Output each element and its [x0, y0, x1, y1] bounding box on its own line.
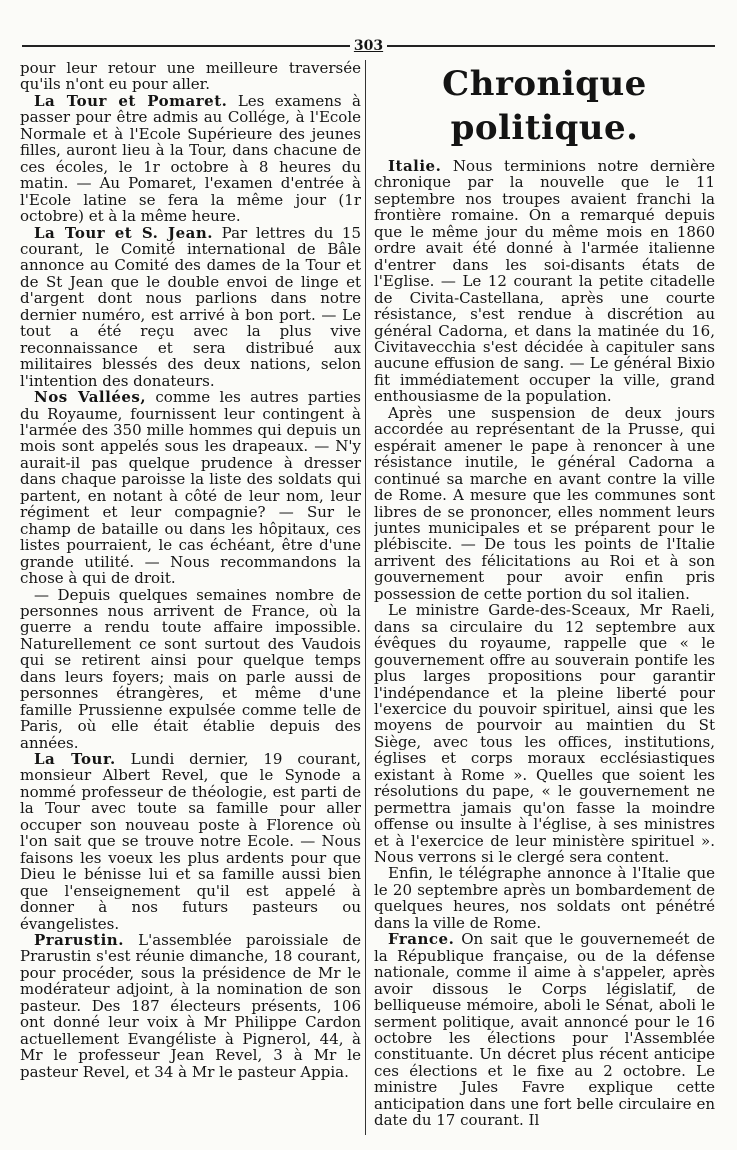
- news-item-rome-march: Après une suspension de deux jours accordée au représentant de la Prusse, qui espérait amener le pape à renoncer à une résistance inutile, le général Cadorna a continué sa marche en avant contre la ville de Rome. A mesure que les communes sont libres de se prononcer, elles nomment leurs juntes municipales et se préparent pour le plébiscite. — De tous les points de l'Italie arrivent des félicitations au Roi et à son gouvernement pour avoir enfin pris possession de cette portion du sol italien.: [374, 403, 715, 603]
- heading-nos-vallees: Nos Vallées,: [34, 388, 147, 407]
- page-number: 303: [353, 38, 384, 54]
- right-column: [374, 60, 715, 1135]
- text-nos-vallees: comme les autres parties du Royaume, fournissent leur contingent à l'armée des 350 mille hommes qui depuis un mois sont appelés sous les drapeaux. — N'y aurait-il pas quelque prudence à dresser dans chaque paroisse la liste des soldats qui partent, en notant à côté de leur nom, leur régiment et leur compagnie? — Sur le champ de bataille ou dans les hôpitaux, ces listes pourraient, le cas échéant, être d'une grande utilité. — Nous recommandons la chose à qui de droit.: [20, 388, 361, 588]
- section-title: Chronique politique.: [442, 64, 647, 148]
- header-rule-left: [22, 45, 350, 47]
- heading-prarustin: Prarustin.: [34, 931, 124, 950]
- news-item-circulaire: Le ministre Garde-des-Sceaux, Mr Raeli, dans sa circulaire du 12 septembre aux évêques du royaume, rappelle que « le gouvernement offre au souverain pontife les plus larges propositions pour garantir l'indépendance et la pleine liberté pour l'exercice du pouvoir spirituel, ainsi que les moyens de pourvoir au maintien du St Siège, avec tous les offices, institutions, églises et corps moraux ecclésiastiques existant à Rome ». Quelles que soient les résolutions du pape, « le gouvernement ne permettra jamais qu'on fasse la moindre offense ou insulte à l'église, à ses ministres et à l'exercice de leur ministère spirituel ». Nous verrons si le clergé sera content.: [374, 601, 715, 867]
- heading-italie: Italie.: [388, 157, 442, 175]
- text-prarustin: L'assemblée paroissiale de Prarustin s'est réunie dimanche, 18 courant, pour procéder, sous la présidence de Mr le modérateur adjoint, à la nomination de son pasteur. Des 187 électeurs présents, 106 ont donné leur voix à Mr Philippe Cardon actuellement Evangéliste à Pignerol, 44, à Mr le professeur Jean Revel, 3 à Mr le pasteur Revel, et 34 à Mr le pasteur Appia.: [20, 931, 361, 1081]
- heading-la-tour: La Tour.: [34, 750, 116, 769]
- heading-tour-sjean: La Tour et S. Jean.: [34, 223, 213, 242]
- heading-france: France.: [388, 930, 455, 949]
- heading-tour-pomaret: La Tour et Pomaret.: [34, 91, 228, 110]
- page-header: [22, 36, 715, 56]
- news-item-tour-sjean: [20, 225, 361, 390]
- news-item-france-arrivals: — Depuis quelques semaines nombre de personnes nous arrivent de France, où la guerre a rendu toute affaire impossible. Naturellement ce sont surtout des Vaudois qui se retirent ainsi pour quelque temps dans leurs foyers; mais on parle aussi de personnes étrangères, et même d'une famille Prussienne expulsée comme telle de Paris, où elle était établie depuis des années.: [20, 585, 361, 752]
- text-italie: Nous terminions notre dernière chronique par la nouvelle que le 11 septembre nos troupes avaient franchi la frontière romaine. On a remarqué depuis que le même jour du même mois en 1860 ordre avait été donné à l'armée italienne d'entrer dans les soi-disants états de l'Eglise. — Le 12 courant la petite citadelle de Civita-Castellana, après une courte résistance, s'est rendue à discrétion au général Cadorna, et dans la matinée du 16, Civitavecchia s'est décidée à capituler sans aucune effusion de sang. — Le général Bixio fit immédiatement occuper la ville, grand enthousiasme de la population.: [374, 157, 715, 406]
- header-rule-right: [387, 45, 715, 47]
- text-tour-sjean: Par lettres du 15 courant, le Comité international de Bâle annonce au Comité des dames de la Tour et de St Jean que le double envoi de linge et d'argent dont nous parlions dans notre dernier numéro, est arrivé à bon port. — Le tout a été reçu avec la plus vive reconnaissance et sera distribué aux militaires blessés des deux nations, selon l'intention des donateurs.: [20, 223, 361, 390]
- news-item-tour-pomaret: [20, 93, 361, 225]
- news-item-la-tour: [20, 751, 361, 932]
- news-item-prarustin: [20, 932, 361, 1080]
- text-la-tour: Lundi dernier, 19 courant, monsieur Albert Revel, que le Synode a nommé professeur de théologie, est parti de la Tour avec toute sa famille pour aller occuper son nouveau poste à Florence où l'on sait que se trouve notre Ecole. — Nous faisons les voeux les plus ardents pour que Dieu le bénisse lui et sa famille aussi bien que l'enseignement qu'il est appelé à donner à nos futurs pasteurs ou évangelistes.: [20, 750, 361, 933]
- news-item-nos-vallees: [20, 389, 361, 586]
- news-item-france: [374, 931, 715, 1128]
- column-divider: [365, 60, 366, 1135]
- left-column: [20, 60, 361, 1135]
- news-item-italie: [374, 158, 715, 405]
- news-item-telegraphe: Enfin, le télégraphe annonce à l'Italie que le 20 septembre après un bombardement de quelques heures, nos soldats ont pénétré dans la ville de Rome.: [374, 864, 715, 932]
- text-tour-pomaret: Les examens à passer pour être admis au Collége, à l'Ecole Normale et à l'Ecole Supérieure des jeunes filles, auront lieu à la Tour, dans chacune de ces écoles, le 1r octobre à 8 heures du matin. — Au Pomaret, l'examen d'entrée à l'Ecole latine se fera la même jour (1r octobre) et à la même heure.: [20, 91, 361, 226]
- paragraph-continued: pour leur retour une meilleure traversée qu'ils n'ont eu pour aller.: [20, 60, 361, 94]
- text-france: On sait que le gouvernemeét de la République française, ou de la défense nationale, comme il aime à s'appeler, après avoir dissous le Corps législatif, de belliqueuse mémoire, aboli le Sénat, aboli le serment politique, avait annoncé pour le 16 octobre les élections pour l'Assemblée constituante. Un décret plus récent anticipe ces élections et le fixe au 2 octobre. Le ministre Jules Favre explique cette anticipation dans une fort belle circulaire en date du 17 courant. Il: [374, 930, 715, 1130]
